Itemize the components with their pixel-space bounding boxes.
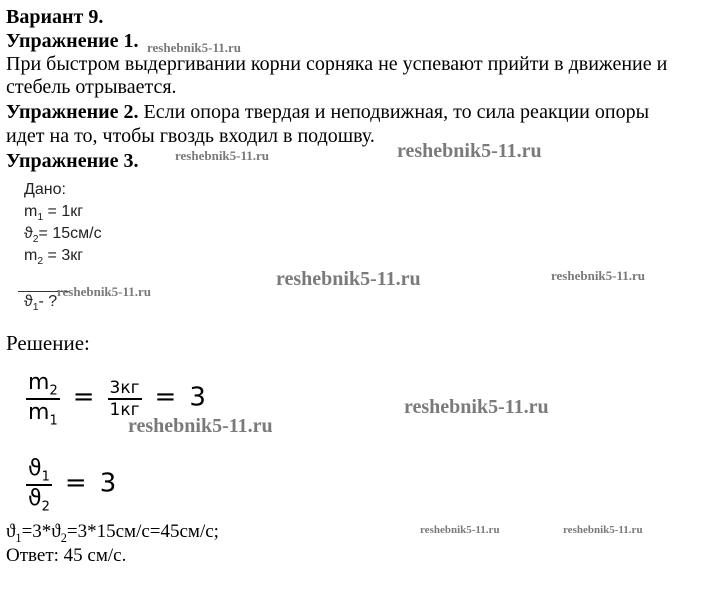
calc-subscript-2: 2 <box>60 530 67 545</box>
given-v2-symbol: ϑ <box>24 225 33 242</box>
speed-ratio-denominator-subscript: 2 <box>41 499 50 515</box>
watermark: reshebnik5-11.ru <box>57 284 152 299</box>
given-m2-symbol: m <box>24 247 38 264</box>
mass-ratio-result: 3 <box>189 382 206 413</box>
given-m2-subscript: 2 <box>37 256 44 268</box>
exercise-1-heading: Упражнение 1. <box>6 30 139 52</box>
watermark: reshebnik5-11.ru <box>147 40 242 55</box>
given-label: Дано: <box>24 181 66 198</box>
speed-ratio-fraction <box>26 456 52 515</box>
mass-ratio-fraction <box>26 370 60 429</box>
calc-part-1: ϑ <box>6 521 16 542</box>
watermark: reshebnik5-11.ru <box>276 268 421 290</box>
exercise-2-text-line-2: идет на то, чтобы гвоздь входил в подошву. <box>6 125 375 147</box>
mass-value-numerator: 3кг <box>109 378 140 399</box>
mass-value-denominator: 1кг <box>109 400 140 421</box>
exercise-2-text-line-1: Если опора твердая и неподвижная, то сила реакции опоры <box>143 101 650 123</box>
given-v2-value: = 15см/с <box>38 225 102 242</box>
speed-ratio-numerator-symbol: ϑ <box>28 456 42 481</box>
speed-ratio-result: 3 <box>99 468 117 499</box>
given-find-value: - ? <box>38 293 58 310</box>
given-m2-value: = 3кг <box>43 247 84 264</box>
watermark: reshebnik5-11.ru <box>404 396 549 418</box>
mass-ratio-numerator-subscript: 2 <box>49 383 58 399</box>
given-m1-subscript: 1 <box>37 212 44 224</box>
given-v2-subscript: 2 <box>32 234 39 246</box>
watermark: reshebnik5-11.ru <box>563 524 643 536</box>
watermark: reshebnik5-11.ru <box>175 148 270 163</box>
equals-sign: = <box>154 382 177 413</box>
speed-ratio-denominator-symbol: ϑ <box>28 486 42 512</box>
answer: Ответ: 45 см/с. <box>6 545 127 566</box>
watermark: reshebnik5-11.ru <box>128 415 273 437</box>
exercise-3-heading: Упражнение 3. <box>6 150 139 172</box>
equals-sign: = <box>72 382 95 413</box>
exercise-1-text-line-1: При быстром выдергивании корни сорняка не успевают прийти в движение и <box>6 53 668 75</box>
given-find-symbol: ϑ <box>24 293 33 310</box>
given-m1-symbol: m <box>24 203 38 220</box>
watermark: reshebnik5-11.ru <box>551 268 646 283</box>
mass-ratio-numerator-symbol: m <box>28 370 50 395</box>
solution-label: Решение: <box>6 331 90 355</box>
speed-ratio-numerator-subscript: 1 <box>41 469 50 485</box>
given-find-subscript: 1 <box>32 302 39 314</box>
mass-ratio-denominator-symbol: m <box>28 400 50 426</box>
equals-sign: = <box>64 468 87 499</box>
exercise-1-text-line-2: стебель отрывается. <box>6 76 177 98</box>
watermark: reshebnik5-11.ru <box>397 140 542 162</box>
watermark: reshebnik5-11.ru <box>420 524 500 536</box>
variant-title: Вариант 9. <box>6 6 104 28</box>
calc-part-3: =3*15см/с=45см/с; <box>66 521 219 542</box>
mass-ratio-denominator-subscript: 1 <box>49 413 58 429</box>
given-find <box>24 292 57 318</box>
exercise-2-heading: Упражнение 2. <box>6 101 139 123</box>
given-m2 <box>24 246 83 272</box>
given-m1-value: = 1кг <box>43 203 84 220</box>
speed-ratio-equation <box>26 456 116 515</box>
calc-subscript-1: 1 <box>15 530 22 545</box>
calc-part-2: =3*ϑ <box>21 521 61 542</box>
exercise-2-line-1 <box>6 101 649 123</box>
